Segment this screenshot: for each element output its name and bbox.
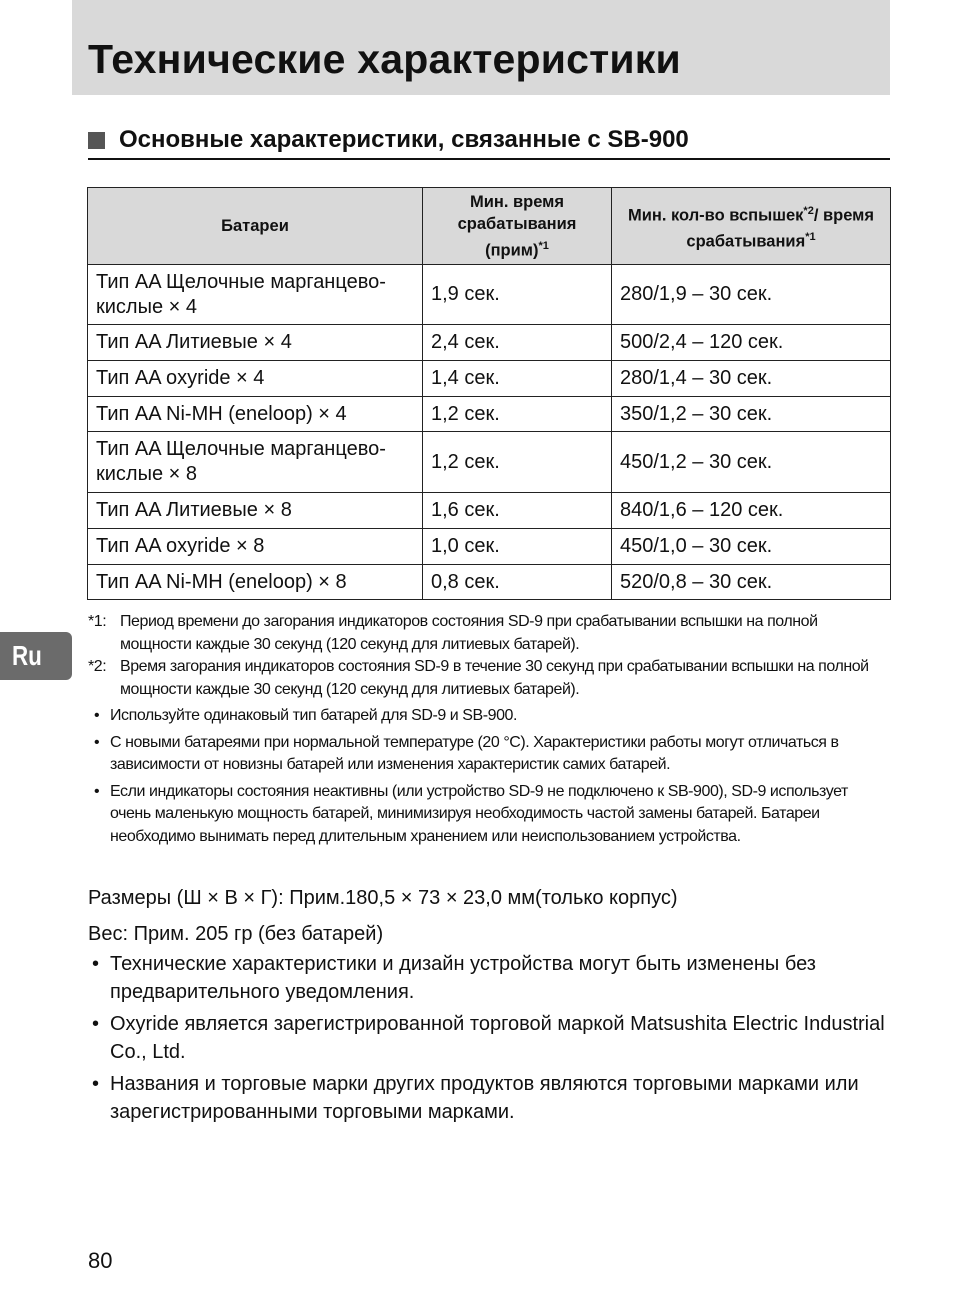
min-time-cell: 0,8 сек.: [423, 565, 612, 600]
main-bullet: • Технические характеристики и дизайн устройства могут быть изменены без предварительного уведомления.: [92, 953, 816, 1003]
battery-type-cell: Тип AA Щелочные марганцево-кислые × 8: [88, 432, 423, 493]
header-batteries: Батареи: [88, 188, 423, 265]
battery-type-cell: Тип AA Щелочные марганцево-кислые × 4: [88, 265, 423, 325]
table-row: [88, 265, 891, 325]
page-number: 80: [88, 1248, 113, 1273]
title-banner: [72, 0, 890, 95]
table-row: [88, 529, 891, 565]
battery-type-cell: Тип AA Ni-MH (eneloop) × 4: [88, 397, 423, 432]
table-row: [88, 325, 891, 361]
min-flashes-cell: 500/2,4 – 120 сек.: [612, 325, 891, 361]
min-time-cell: 1,2 сек.: [423, 397, 612, 432]
table-row: [88, 397, 891, 432]
footnote: *1: Период времени до загорания индикаторов состояния SD-9 при срабатывании вспышки на полной мощности каждые 30 секунд (120 секунд для литиевых батарей).: [88, 613, 818, 653]
note-item: • С новыми батареями при нормальной температуре (20 °C). Характеристики работы могут отличаться в зависимости от новизны батарей или изменения характеристик самих батарей.: [94, 733, 839, 773]
min-flashes-cell: 350/1,2 – 30 сек.: [612, 397, 891, 432]
table-row: [88, 565, 891, 600]
weight: Вес: Прим. 205 гр (без батарей): [88, 923, 384, 945]
min-time-cell: 1,4 сек.: [423, 361, 612, 397]
table-header-row: [88, 188, 891, 265]
battery-type-cell: Тип AA Литиевые × 4: [88, 325, 423, 361]
battery-type-cell: Тип AA oxyride × 8: [88, 529, 423, 565]
battery-type-cell: Тип AA Ni-MH (eneloop) × 8: [88, 565, 423, 600]
header-min-flashes: Мин. кол-во вспышек$^{*2}$/ время срабатывания$^{*1}$: [612, 188, 891, 265]
battery-type-cell: Тип AA oxyride × 4: [88, 361, 423, 397]
battery-type-cell: Тип AA Литиевые × 8: [88, 493, 423, 529]
footnotes: [88, 611, 888, 848]
min-flashes-cell: 450/1,0 – 30 сек.: [612, 529, 891, 565]
note-item: • Используйте одинаковый тип батарей для SD-9 и SB-900.: [94, 707, 517, 724]
min-time-cell: 1,2 сек.: [423, 432, 612, 493]
table-row: [88, 361, 891, 397]
battery-spec-table: [87, 187, 891, 600]
table-row: [88, 432, 891, 493]
min-time-cell: 2,4 сек.: [423, 325, 612, 361]
min-flashes-cell: 520/0,8 – 30 сек.: [612, 565, 891, 600]
min-flashes-cell: 280/1,4 – 30 сек.: [612, 361, 891, 397]
main-bullet: • Названия и торговые марки других продуктов являются торговыми марками или зарегистрированными торговыми марками.: [92, 1073, 859, 1123]
general-specs: [88, 884, 888, 1130]
square-bullet-icon: [88, 132, 105, 149]
min-time-cell: 1,0 сек.: [423, 529, 612, 565]
main-bullet: • Oxyride является зарегистрированной торговой маркой Matsushita Electric Industrial Co., Ltd.: [92, 1013, 885, 1063]
min-flashes-cell: 450/1,2 – 30 сек.: [612, 432, 891, 493]
language-tab: Ru: [0, 632, 72, 680]
min-flashes-cell: 280/1,9 – 30 сек.: [612, 265, 891, 325]
header-min-time: Мин. время срабатывания (прим)$^{*1}$: [423, 188, 612, 265]
page-title: Технические характеристики: [88, 36, 681, 82]
dimensions: Размеры (Ш × В × Г): Прим.180,5 × 73 × 23,0 мм(только корпус): [88, 887, 678, 909]
table-row: [88, 493, 891, 529]
section-title: Основные характеристики, связанные с SB-900: [119, 126, 689, 153]
note-item: • Если индикаторы состояния неактивны (или устройство SD-9 не подключено к SB-900), SD-9 использует очень маленькую мощность батарей, минимизируя необходимость частой замены батарей. Батареи необходимо вынимать перед длительным хранением или неиспользованием устройства.: [94, 782, 848, 845]
min-time-cell: 1,9 сек.: [423, 265, 612, 325]
min-time-cell: 1,6 сек.: [423, 493, 612, 529]
footnote: *2: Время загорания индикаторов состояния SD-9 в течение 30 секунд при срабатывании вспышки на полной мощности каждые 30 секунд (120 секунд для литиевых батарей).: [88, 658, 869, 698]
min-flashes-cell: 840/1,6 – 120 сек.: [612, 493, 891, 529]
section-heading: [88, 126, 890, 160]
